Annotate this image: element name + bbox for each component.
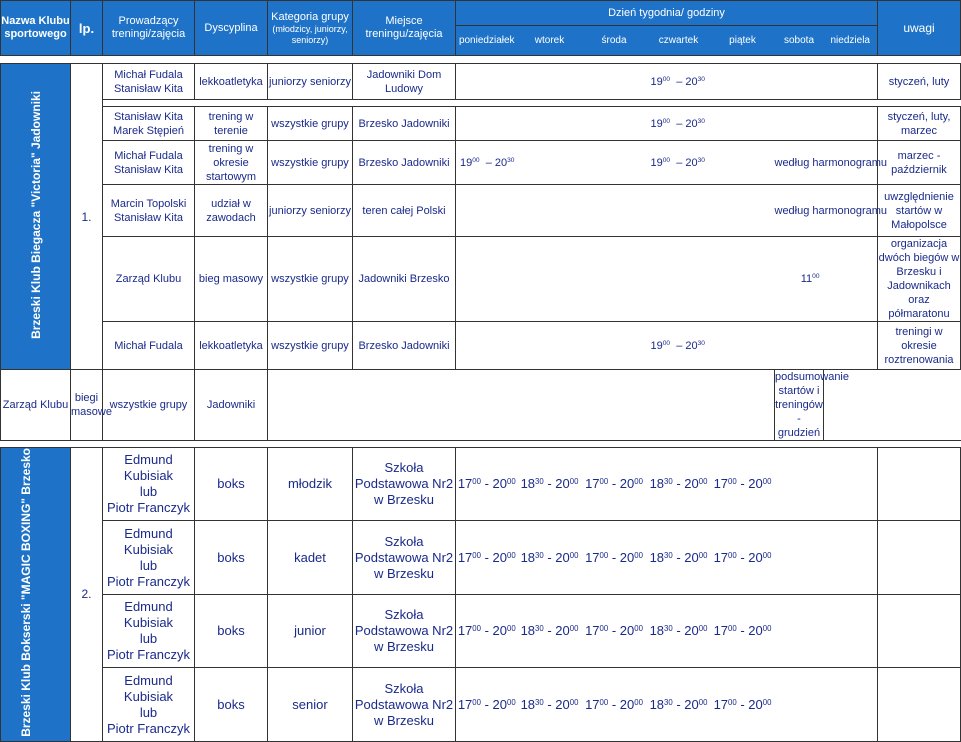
time-cell: $17^{00} - 20^{00}$ — [456, 448, 518, 521]
discipline-cell: boks — [195, 668, 268, 741]
place-cell — [353, 594, 456, 667]
table-row — [1, 64, 961, 100]
category-cell: wszystkie grupy — [268, 107, 353, 141]
discipline-cell: boks — [195, 594, 268, 667]
discipline-cell: boks — [195, 521, 268, 594]
leader-line: Edmund Kubisiak — [123, 599, 174, 631]
leader-cell: Michał Fudala Stanisław Kita — [103, 141, 195, 185]
header-category-sub: (młodzicy, juniorzy, seniorzy) — [272, 23, 348, 45]
table-row — [1, 668, 961, 741]
place-cell: Brzesko Jadowniki — [353, 322, 456, 370]
category-cell: kadet — [268, 521, 353, 594]
place-line: Podstawowa Nr2 — [354, 696, 454, 712]
place-line: Podstawowa Nr2 — [354, 549, 454, 565]
time-thursday: $19^{00} - 20^{30}$ — [647, 107, 775, 141]
note-cell: styczeń, luty — [878, 64, 961, 100]
leader-cell — [103, 448, 195, 521]
time-cell: $17^{00} - 20^{00}$ — [456, 521, 518, 594]
discipline-cell: udział w zawodach — [195, 185, 268, 237]
discipline-cell: bieg masowy — [195, 237, 268, 322]
leader-line: Piotr Franczyk — [106, 720, 191, 736]
header-category — [268, 1, 353, 56]
time-cell: $18^{30} - 20^{00}$ — [647, 521, 711, 594]
category-cell: wszystkie grupy — [268, 237, 353, 322]
note-cell: styczeń, luty, marzec — [878, 107, 961, 141]
time-cell: $17^{00} - 20^{00}$ — [711, 448, 775, 521]
time-cell: $17^{00} - 20^{00}$ — [582, 594, 647, 667]
time-cell: $17^{00} - 20^{00}$ — [711, 668, 775, 741]
time-cell: $17^{00} - 20^{00}$ — [582, 668, 647, 741]
place-line: w Brzesku — [374, 712, 434, 728]
time-cell: $18^{30} - 20^{00}$ — [518, 448, 582, 521]
header-days-title: Dzień tygodnia/ godziny — [456, 1, 878, 26]
leader-cell — [103, 521, 195, 594]
place-cell: Jadowniki Brzesko — [353, 237, 456, 322]
time-thursday: $19^{00} - 20^{30}$ — [647, 322, 775, 370]
time-cell: $17^{00} - 20^{00}$ — [711, 594, 775, 667]
leader-cell — [103, 668, 195, 741]
note-cell — [878, 448, 961, 521]
category-cell: wszystkie grupy — [268, 141, 353, 185]
place-cell — [353, 521, 456, 594]
table-row — [1, 521, 961, 594]
note-cell: podsumowanie startów i treningów - grudzień — [775, 371, 849, 439]
place-line: w Brzesku — [374, 639, 434, 655]
place-cell: teren całej Polski — [353, 185, 456, 237]
header-lp: lp. — [71, 1, 103, 56]
place-line: Szkoła — [384, 607, 424, 623]
leader-cell — [103, 594, 195, 667]
time-saturday: według harmonogramu — [775, 185, 878, 237]
leader-line: Edmund Kubisiak — [123, 672, 174, 704]
table-row — [1, 370, 961, 441]
place-cell: Brzesko Jadowniki — [353, 141, 456, 185]
day-friday: piątek — [711, 26, 775, 56]
leader-cell: Zarząd Klubu — [103, 237, 195, 322]
category-cell: junior — [268, 594, 353, 667]
table-row — [1, 141, 961, 185]
time-cell: $18^{30} - 20^{00}$ — [647, 448, 711, 521]
discipline-cell: trening w okresie startowym — [195, 141, 268, 185]
lp-cell: 2. — [71, 448, 103, 742]
place-line: w Brzesku — [374, 492, 434, 508]
discipline-cell: biegi masowe — [71, 370, 103, 441]
leader-line: lub — [139, 557, 158, 573]
day-saturday: sobota — [775, 26, 824, 56]
leader-line: Piotr Franczyk — [106, 500, 191, 516]
leader-cell: Michał Fudala — [103, 322, 195, 370]
note-cell: uwzględnienie startów w Małopolsce — [878, 185, 961, 237]
place-line: Szkoła — [384, 460, 424, 476]
leader-line: Piotr Franczyk — [106, 647, 191, 663]
header-category-title: Kategoria grupy — [271, 10, 349, 23]
club-name: Brzeski Klub Bokserski "MAGIC BOXING" Brzesko — [18, 448, 33, 737]
leader-line: Edmund Kubisiak — [123, 452, 174, 484]
note-cell — [878, 594, 961, 667]
table-row — [1, 107, 961, 141]
day-sunday: niedziela — [824, 26, 878, 56]
header-place: Miejsce treningu/zajęcia — [353, 1, 456, 56]
note-cell: marzec - październik — [878, 141, 961, 185]
leader-line: lub — [139, 704, 158, 720]
leader-line: Edmund Kubisiak — [123, 525, 174, 557]
category-cell: juniorzy seniorzy — [268, 185, 353, 237]
place-line: Podstawowa Nr2 — [354, 476, 454, 492]
leader-cell: Stanisław Kita Marek Stępień — [103, 107, 195, 141]
time-friday: $11^{00}$ — [711, 237, 824, 322]
club-name-cell — [1, 448, 71, 742]
note-cell — [878, 668, 961, 741]
leader-cell: Michał Fudala Stanisław Kita — [103, 64, 195, 100]
leader-line: Piotr Franczyk — [106, 573, 191, 589]
category-cell: senior — [268, 668, 353, 741]
day-wednesday: środa — [582, 26, 647, 56]
place-cell: Jadowniki — [195, 370, 268, 441]
lp-cell: 1. — [71, 64, 103, 370]
place-cell — [353, 448, 456, 521]
time-cell: $17^{00} - 20^{00}$ — [456, 668, 518, 741]
day-monday: poniedziałek — [456, 26, 518, 56]
category-cell: wszystkie grupy — [103, 370, 195, 441]
header-discipline: Dyscyplina — [195, 1, 268, 56]
club-name: Brzeski Klub Biegacza "Victoria" Jadowniki — [28, 90, 43, 339]
discipline-cell: lekkoatletyka — [195, 64, 268, 100]
place-line: Szkoła — [384, 533, 424, 549]
table-row — [1, 322, 961, 370]
place-cell: Brzesko Jadowniki — [353, 107, 456, 141]
category-cell: juniorzy seniorzy — [268, 64, 353, 100]
time-cell: $17^{00} - 20^{00}$ — [582, 521, 647, 594]
time-cell: $17^{00} - 20^{00}$ — [582, 448, 647, 521]
header-row — [1, 1, 961, 26]
header-club: Nazwa Klubu sportowego — [1, 1, 71, 56]
time-thursday: $19^{00} - 20^{30}$ — [647, 141, 775, 185]
time-cell: $18^{30} - 20^{00}$ — [518, 668, 582, 741]
day-tuesday: wtorek — [518, 26, 582, 56]
leader-cell: Marcin Topolski Stanisław Kita — [103, 185, 195, 237]
place-line: Szkoła — [384, 680, 424, 696]
time-thursday: $19^{00} - 20^{30}$ — [647, 64, 775, 100]
time-cell: $18^{30} - 20^{00}$ — [647, 668, 711, 741]
table-row — [1, 594, 961, 667]
discipline-cell: boks — [195, 448, 268, 521]
day-thursday: czwartek — [647, 26, 711, 56]
place-line: w Brzesku — [374, 565, 434, 581]
time-cell: $17^{00} - 20^{00}$ — [456, 594, 518, 667]
table-row — [1, 237, 961, 322]
club-name-cell — [1, 64, 71, 370]
time-cell: $18^{30} - 20^{00}$ — [518, 521, 582, 594]
leader-line: lub — [139, 484, 158, 500]
leader-line: lub — [139, 631, 158, 647]
note-cell: treningi w okresie roztrenowania — [878, 322, 961, 370]
time-monday: $19^{00} - 20^{30}$ — [456, 141, 582, 185]
discipline-cell: trening w terenie — [195, 107, 268, 141]
category-cell: młodzik — [268, 448, 353, 521]
note-cell — [878, 521, 961, 594]
discipline-cell: lekkoatletyka — [195, 322, 268, 370]
leader-cell: Zarząd Klubu — [1, 370, 71, 441]
time-cell: $18^{30} - 20^{00}$ — [518, 594, 582, 667]
category-cell: wszystkie grupy — [268, 322, 353, 370]
place-line: Podstawowa Nr2 — [354, 623, 454, 639]
time-saturday: według harmonogramu — [775, 141, 878, 185]
time-cell: $17^{00} - 20^{00}$ — [711, 521, 775, 594]
table-row — [1, 185, 961, 237]
place-cell: Jadowniki Dom Ludowy — [353, 64, 456, 100]
table-row — [1, 448, 961, 521]
time-cell: $18^{30} - 20^{00}$ — [647, 594, 711, 667]
place-cell — [353, 668, 456, 741]
note-cell: organizacja dwóch biegów w Brzesku i Jadownikach oraz półmaratonu — [878, 238, 960, 320]
header-notes: uwagi — [878, 1, 961, 56]
header-leader: Prowadzący treningi/zajęcia — [103, 1, 195, 56]
